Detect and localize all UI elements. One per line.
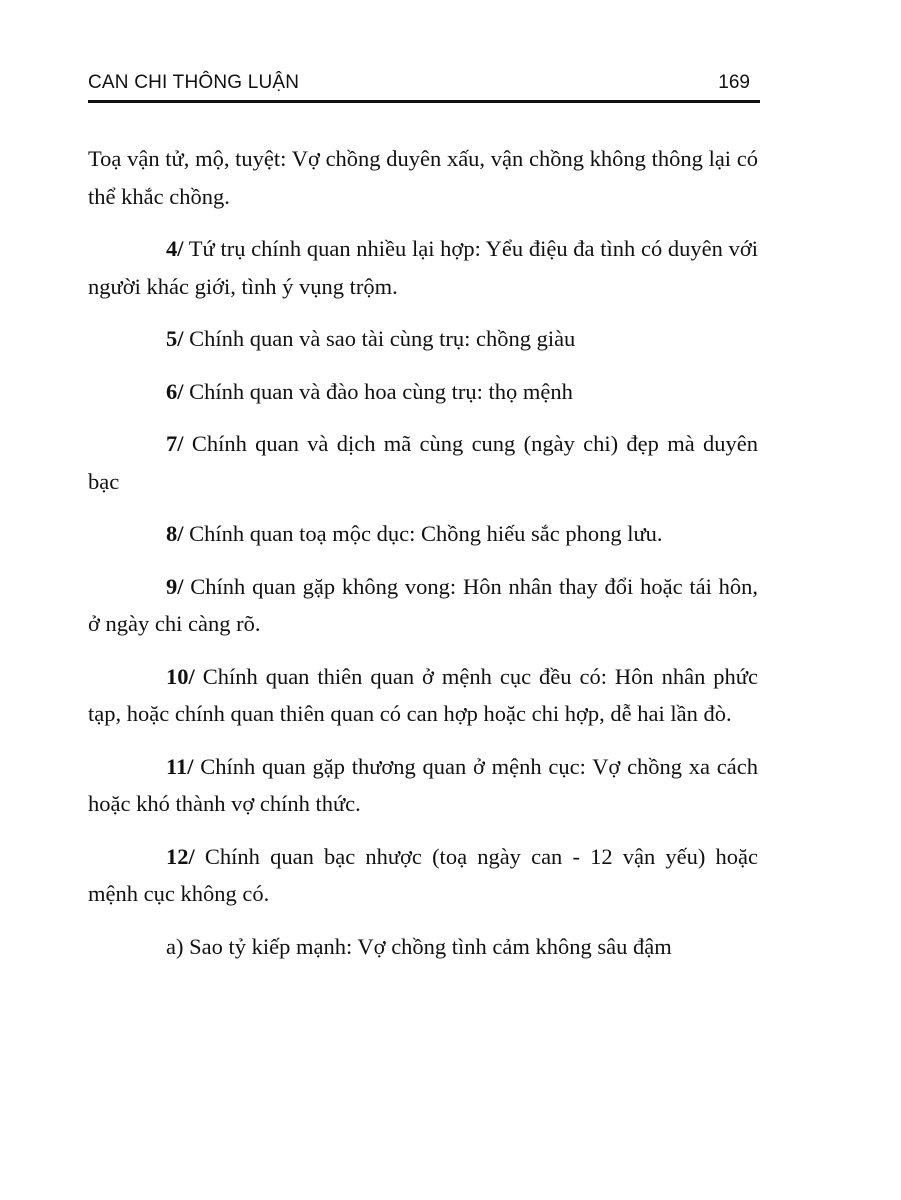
- paragraph-item-11: 11/ Chính quan gặp thương quan ở mệnh cục: Vợ chồng xa cách hoặc khó thành vợ chính thức.: [88, 753, 758, 816]
- item-number: 10/: [166, 663, 195, 689]
- item-number: 6/: [166, 378, 184, 404]
- paragraph-subitem-a: a) Sao tỷ kiếp mạnh: Vợ chồng tình cảm không sâu đậm: [166, 933, 672, 959]
- page-body: [88, 140, 758, 980]
- paragraph-item-4: 4/ Tứ trụ chính quan nhiều lại hợp: Yểu điệu đa tình có duyên với người khác giới, tình ý vụng trộm.: [88, 236, 758, 299]
- item-number: 9/: [166, 573, 184, 599]
- paragraph-item-9: 9/ Chính quan gặp không vong: Hôn nhân thay đổi hoặc tái hôn, ở ngày chi càng rõ.: [88, 573, 758, 636]
- paragraph-item-10: 10/ Chính quan thiên quan ở mệnh cục đều có: Hôn nhân phức tạp, hoặc chính quan thiên quan có can hợp hoặc chi hợp, dễ hai lần đò.: [88, 663, 758, 726]
- paragraph-item-12: 12/ Chính quan bạc nhược (toạ ngày can - 12 vận yếu) hoặc mệnh cục không có.: [88, 843, 758, 906]
- paragraph-continuation: Toạ vận tử, mộ, tuyệt: Vợ chồng duyên xấu, vận chồng không thông lại có thể khắc chồng.: [88, 146, 758, 209]
- running-header: [88, 72, 758, 100]
- item-number: 11/: [166, 753, 194, 779]
- page-number: 169: [718, 72, 750, 93]
- book-title: CAN CHI THÔNG LUẬN: [88, 72, 300, 93]
- item-number: 12/: [166, 843, 195, 869]
- paragraph-item-8: 8/ Chính quan toạ mộc dục: Chồng hiếu sắc phong lưu.: [166, 521, 663, 546]
- item-number: 8/: [166, 521, 184, 546]
- paragraph-item-5: 5/ Chính quan và sao tài cùng trụ: chồng giàu: [166, 326, 576, 351]
- header-rule: [88, 100, 760, 103]
- item-number: 5/: [166, 326, 184, 351]
- paragraph-item-7: 7/ Chính quan và dịch mã cùng cung (ngày chi) đẹp mà duyên bạc: [88, 431, 758, 494]
- item-number: 4/: [166, 236, 184, 261]
- item-number: 7/: [166, 431, 184, 456]
- paragraph-item-6: 6/ Chính quan và đào hoa cùng trụ: thọ mệnh: [166, 378, 573, 404]
